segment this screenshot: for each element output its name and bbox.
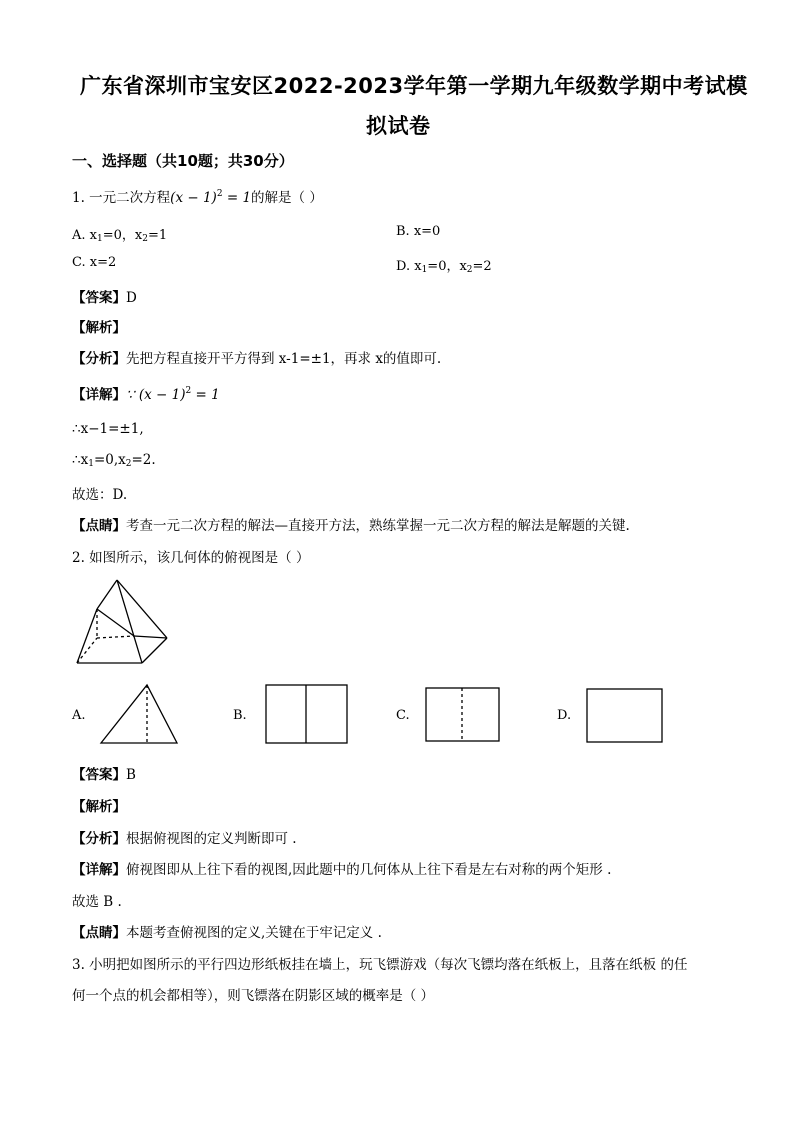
q1-dianjing-text: 考查一元二次方程的解法—直接开方法，熟练掌握一元二次方程的解法是解题的关键. — [126, 518, 630, 534]
q1-stem — [72, 186, 323, 206]
q2-prism-figure — [72, 576, 176, 668]
q1-a-sub1: 1 — [96, 234, 103, 244]
q1-step2-pre: ∴x — [72, 452, 89, 468]
q1-stem-exp: 2 — [216, 189, 223, 199]
q2-answer — [72, 763, 136, 783]
q2-option-a-label: A. — [72, 708, 86, 723]
q2-option-b-figure — [264, 683, 350, 745]
q2-option-c-figure — [424, 686, 502, 744]
q1-answer-tag: 【答案】 — [72, 290, 126, 306]
q2-xiangjie-tag: 【详解】 — [72, 862, 126, 878]
q2-answer-value: B — [126, 767, 136, 783]
q2-xiangjie — [72, 858, 611, 878]
q1-a-mid: =0，x — [102, 228, 143, 243]
q1-fenxi — [72, 347, 441, 367]
q1-stem-pre: 1. 一元二次方程 — [72, 190, 171, 206]
q1-d-pre: D. x — [396, 259, 422, 274]
q1-option-c: C. x=2 — [72, 255, 117, 270]
q1-stem-post: 的解是（ ） — [251, 190, 323, 206]
q1-option-d — [396, 255, 492, 275]
q1-xiangjie — [72, 383, 220, 403]
q1-a-pre: A. x — [72, 228, 97, 243]
q1-a-sub2: 2 — [142, 234, 148, 244]
q2-option-a-figure — [98, 682, 180, 746]
q1-dianjing — [72, 514, 630, 534]
q1-d-sub1: 1 — [421, 265, 428, 275]
q1-xiangjie-exp: 2 — [185, 386, 192, 396]
q1-step2-mid: =0,x — [93, 452, 126, 468]
q2-dianjing-tag: 【点睛】 — [72, 925, 126, 941]
q1-xiangjie-rhs: = 1 — [191, 387, 220, 403]
q1-option-b: B. x=0 — [396, 224, 441, 239]
q1-fenxi-text: 先把方程直接开平方得到 x-1=±1，再求 x的值即可. — [126, 351, 442, 367]
q2-option-d-label: D. — [557, 708, 572, 723]
q1-step1: ∴x−1=±1, — [72, 421, 144, 437]
q2-fenxi-text: 根据俯视图的定义判断即可 . — [126, 831, 297, 847]
q2-fenxi-tag: 【分析】 — [72, 831, 126, 847]
page-title-line2: 拟试卷 — [366, 114, 431, 138]
q3-stem-line1: 3. 小明把如图所示的平行四边形纸板挂在墙上，玩飞镖游戏（每次飞镖均落在纸板上，且落在纸板 的任 — [72, 957, 688, 973]
q1-step2-sub1: 1 — [88, 459, 94, 469]
q2-fenxi — [72, 827, 297, 847]
q3-stem-line2: 何一个点的机会都相等），则飞镖落在阴影区域的概率是（ ） — [72, 988, 435, 1004]
q1-a-post: =1 — [147, 228, 168, 243]
q1-d-sub2: 2 — [466, 265, 473, 275]
q2-jiexi: 【解析】 — [72, 799, 126, 815]
q2-dianjing-text: 本题考查俯视图的定义,关键在于牢记定义 . — [126, 925, 382, 941]
q1-step2-sub2: 2 — [125, 459, 132, 469]
q2-xiangjie-text: 俯视图即从上往下看的视图,因此题中的几何体从上往下看是左右对称的两个矩形 . — [126, 862, 612, 878]
q1-step2 — [72, 452, 156, 469]
q2-stem: 2. 如图所示，该几何体的俯视图是（ ） — [72, 550, 310, 566]
q1-option-a — [72, 224, 167, 244]
q1-jiexi: 【解析】 — [72, 320, 126, 336]
q1-dianjing-tag: 【点睛】 — [72, 518, 126, 534]
page-title-line1: 广东省深圳市宝安区2022-2023学年第一学期九年级数学期中考试模 — [80, 74, 748, 98]
q1-d-post: =2 — [472, 259, 492, 274]
q2-option-b-label: B. — [233, 708, 247, 723]
q1-answer — [72, 286, 137, 306]
q1-stem-rhs: = 1 — [222, 190, 252, 206]
section-heading: 一、选择题（共10题；共30分） — [72, 152, 294, 170]
q1-xiangjie-tag: 【详解】 — [72, 387, 126, 403]
q2-guxuan: 故选 B . — [72, 894, 122, 910]
q1-guxuan: 故选：D. — [72, 487, 128, 503]
q2-option-d-figure — [585, 687, 665, 745]
q1-d-mid: =0，x — [427, 259, 467, 274]
q1-fenxi-tag: 【分析】 — [72, 351, 126, 367]
q1-answer-value: D — [126, 290, 137, 306]
q2-option-c-label: C. — [396, 708, 410, 723]
q1-xiangjie-eq: ∵ (x − 1) — [126, 387, 186, 403]
q1-step2-post: =2. — [131, 452, 156, 468]
q2-dianjing — [72, 921, 382, 941]
q1-stem-eq: (x − 1) — [170, 190, 217, 206]
q2-answer-tag: 【答案】 — [72, 767, 126, 783]
